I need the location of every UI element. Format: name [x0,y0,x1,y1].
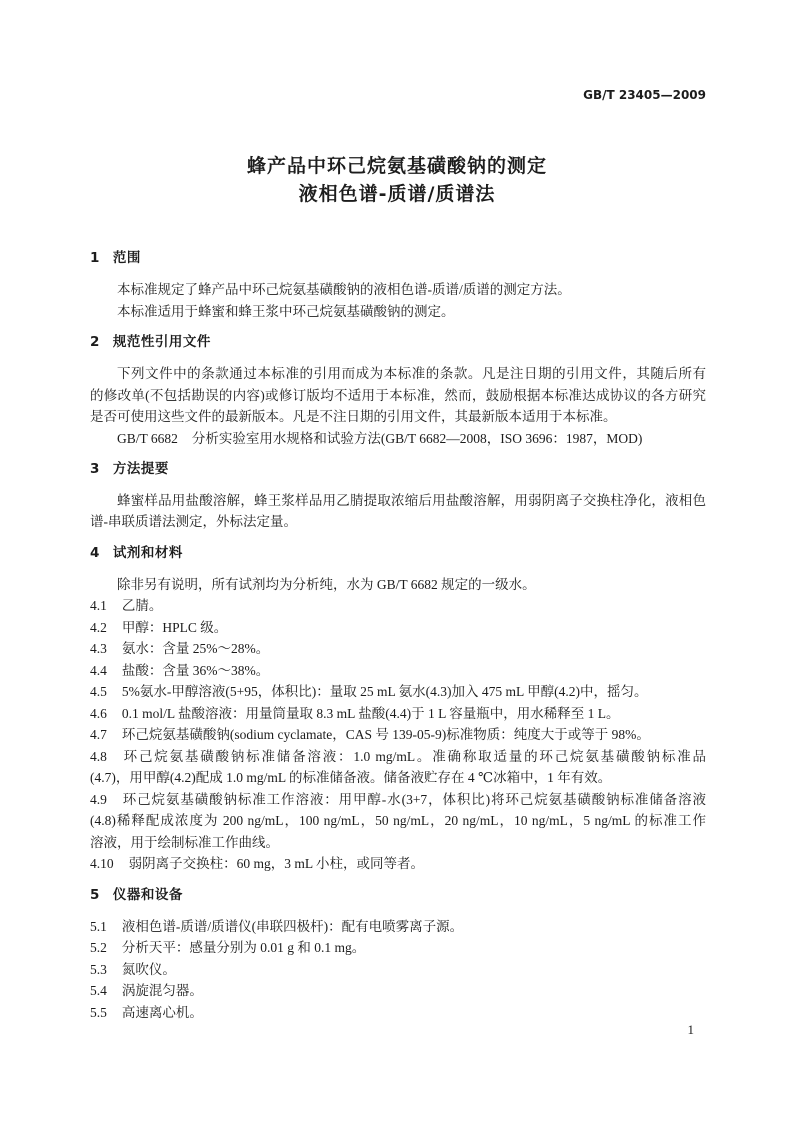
list-item [90,980,706,1002]
section-title: 范围 [112,250,141,266]
item-text: 高速离心机。 [121,1004,203,1020]
item-text: 分析天平：感量分别为 0.01 g 和 0.1 mg。 [121,940,366,956]
item-text: 环己烷氨基磺酸钠标准储备溶液：1.0 mg/mL。准确称取适量的环己烷氨基磺酸钠标准品 [121,748,706,764]
section-title: 方法提要 [112,460,169,477]
list-item [90,959,706,981]
list-item [90,660,706,682]
item-text: 弱阴离子交换柱：60 mg，3 mL 小柱，或同等者。 [128,856,424,872]
item-number: 4.9 [90,791,107,807]
standard-code: GB/T 23405—2009 [583,88,706,102]
item-number: 5.3 [90,961,107,977]
list-item [90,724,706,746]
section-heading [90,248,706,270]
item-number: 4.7 [90,727,107,743]
section-heading [90,885,706,907]
section-heading [90,543,706,565]
item-text: 液相色谱-质谱/质谱仪(串联四极杆)：配有电喷雾离子源。 [121,918,464,934]
item-number: 4.2 [90,619,107,635]
item-continuation-line: (4.8)稀释配成浓度为 200 ng/mL，100 ng/mL，50 ng/mL，20 ng/mL，10 ng/mL，5 ng/mL 的标准工作 [90,813,706,829]
section-4 [90,543,706,875]
paragraph-line: 谱-串联质谱法测定，外标法定量。 [90,514,297,530]
paragraph-line: 本标准适用于蜂蜜和蜂王浆中环己烷氨基磺酸钠的测定。 [117,303,455,319]
item-text: 环己烷氨基磺酸钠(sodium cyclamate，CAS 号 139-05-9)标准物质：纯度大于或等于 98%。 [121,727,650,743]
item-number: 4.6 [90,705,107,721]
list-item [90,703,706,725]
item-number: 4.3 [90,641,107,657]
item-text: 0.1 mol/L 盐酸溶液：用量筒量取 8.3 mL 盐酸(4.4)于 1 L 容量瓶中，用水稀释至 1 L。 [121,705,620,721]
paragraph-line: 的修改单(不包括勘误的内容)或修订版均不适用于本标准，然而，鼓励根据本标准达成协议的各方研究 [90,387,706,403]
paragraph-line: 本标准规定了蜂产品中环己烷氨基磺酸钠的液相色谱-质谱/质谱的测定方法。 [117,282,571,298]
reference-code: GB/T 6682 [117,430,178,446]
item-number: 5.4 [90,983,107,999]
section-title: 规范性引用文件 [112,333,211,350]
item-text: 氮吹仪。 [121,961,176,977]
section-heading [90,332,706,354]
item-text: 氨水：含量 25%～28%。 [121,641,270,657]
title-line-1: 蜂产品中环己烷氨基磺酸钠的测定 [246,155,547,177]
list-item [90,853,706,875]
section-number: 5 [90,886,100,903]
item-text: 乙腈。 [121,598,163,614]
paragraph-line: 是否可使用这些文件的最新版本。凡是不注日期的引用文件，其最新版本适用于本标准。 [90,409,617,425]
section-1 [90,248,706,322]
section-title: 仪器和设备 [112,886,183,903]
list-item [90,617,706,639]
paragraph-line: 蜂蜜样品用盐酸溶解，蜂王浆样品用乙腈提取浓缩后用盐酸溶解，用弱阴离子交换柱净化，液相色 [117,492,706,508]
item-number: 4.8 [90,748,107,764]
item-number: 4.1 [90,598,107,614]
item-text: 环己烷氨基磺酸钠标准工作溶液：用甲醇-水(3+7，体积比)将环己烷氨基磺酸钠标准储备溶液 [121,791,706,807]
section-3 [90,459,706,533]
list-item [90,746,706,768]
item-number: 4.5 [90,684,107,700]
item-continuation-line: (4.7)，用甲醇(4.2)配成 1.0 mg/mL 的标准储备液。储备液贮存在 4 ℃冰箱中，1 年有效。 [90,770,612,786]
list-item [90,1002,706,1024]
section-heading [90,459,706,481]
document-title [0,152,794,208]
page-number: 1 [687,1022,694,1037]
paragraph-line: 下列文件中的条款通过本标准的引用而成为本标准的条款。凡是注日期的引用文件，其随后所有 [117,366,706,382]
document-body [90,248,706,1023]
section-number: 3 [90,460,100,477]
section-2 [90,332,706,449]
reference-entry [90,428,706,450]
list-item [90,937,706,959]
title-line-2: 液相色谱-质谱/质谱法 [298,183,496,205]
list-item [90,681,706,703]
item-continuation-line: 溶液，用于绘制标准工作曲线。 [90,834,279,850]
item-text: 涡旋混匀器。 [121,983,203,999]
item-number: 5.2 [90,940,107,956]
list-item [90,595,706,617]
item-text: 盐酸：含量 36%～38%。 [121,662,270,678]
item-number: 4.10 [90,856,114,872]
list-item [90,638,706,660]
item-number: 4.4 [90,662,107,678]
item-number: 5.1 [90,918,107,934]
list-item [90,789,706,811]
item-number: 5.5 [90,1004,107,1020]
paragraph-line: 除非另有说明，所有试剂均为分析纯，水为 GB/T 6682 规定的一级水。 [117,576,536,592]
section-number: 2 [90,333,100,350]
section-title: 试剂和材料 [112,544,183,561]
section-number: 1 [90,250,100,266]
reference-title: 分析实验室用水规格和试验方法(GB/T 6682—2008，ISO 3696：1987，MOD) [191,430,643,446]
section-number: 4 [90,544,100,561]
list-item [90,916,706,938]
item-text: 甲醇：HPLC 级。 [121,619,228,635]
section-5 [90,885,706,1024]
item-text: 5%氨水-甲醇溶液(5+95，体积比)：量取 25 mL 氨水(4.3)加入 475 mL 甲醇(4.2)中，摇匀。 [121,684,648,700]
